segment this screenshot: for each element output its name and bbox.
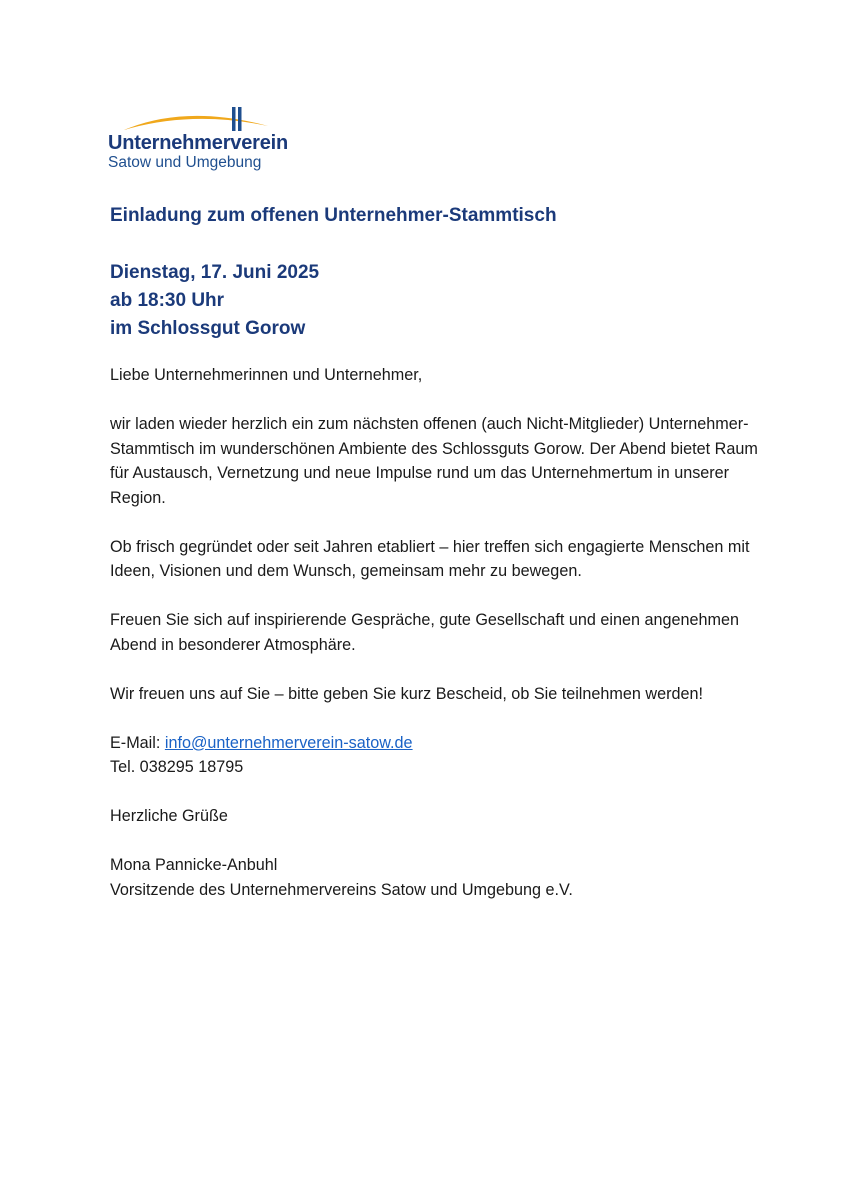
- signature-name: Mona Pannicke-Anbuhl: [110, 856, 278, 874]
- greeting: Liebe Unternehmerinnen und Unternehmer,: [110, 366, 423, 384]
- signature-role: Vorsitzende des Unternehmervereins Satow und Umgebung e.V.: [110, 880, 573, 899]
- paragraph-expectations: Freuen Sie sich auf inspirierende Gespräche, gute Gesellschaft und einen angenehmen Abend in besonderer Atmosphäre.: [110, 611, 740, 654]
- paragraph-invitation: wir laden wieder herzlich ein zum nächsten offenen (auch Nicht-Mitglieder) Unternehmer-Stammtisch im wunderschönen Ambiente des Schlossguts Gorow. Der Abend bietet Raum für Austausch, Vernetzung und neue Impulse rund um das Unternehmertum in unserer Region.: [110, 415, 758, 507]
- email-label: E-Mail:: [110, 733, 165, 752]
- letter-body: [110, 363, 770, 902]
- contact-phone: Tel. 038295 18795: [110, 758, 244, 776]
- logo-subtitle: Satow und Umgebung: [108, 154, 262, 171]
- event-details: [110, 259, 319, 343]
- association-logo: [108, 104, 308, 174]
- paragraph-rsvp: Wir freuen uns auf Sie – bitte geben Sie kurz Bescheid, ob Sie teilnehmen werden!: [110, 684, 703, 703]
- contact-email-line: [110, 731, 770, 756]
- closing: Herzliche Grüße: [110, 807, 228, 825]
- event-date: Dienstag, 17. Juni 2025: [110, 262, 320, 283]
- email-link[interactable]: info@unternehmerverein-satow.de: [164, 733, 413, 752]
- event-location: im Schlossgut Gorow: [110, 318, 306, 339]
- logo-name: Unternehmerverein: [108, 132, 288, 154]
- invitation-title: Einladung zum offenen Unternehmer-Stammtisch: [110, 205, 557, 226]
- paragraph-audience: Ob frisch gegründet oder seit Jahren etabliert – hier treffen sich engagierte Menschen mit Ideen, Visionen und dem Wunsch, gemeinsam mehr zu bewegen.: [110, 537, 750, 580]
- event-time: ab 18:30 Uhr: [110, 290, 225, 311]
